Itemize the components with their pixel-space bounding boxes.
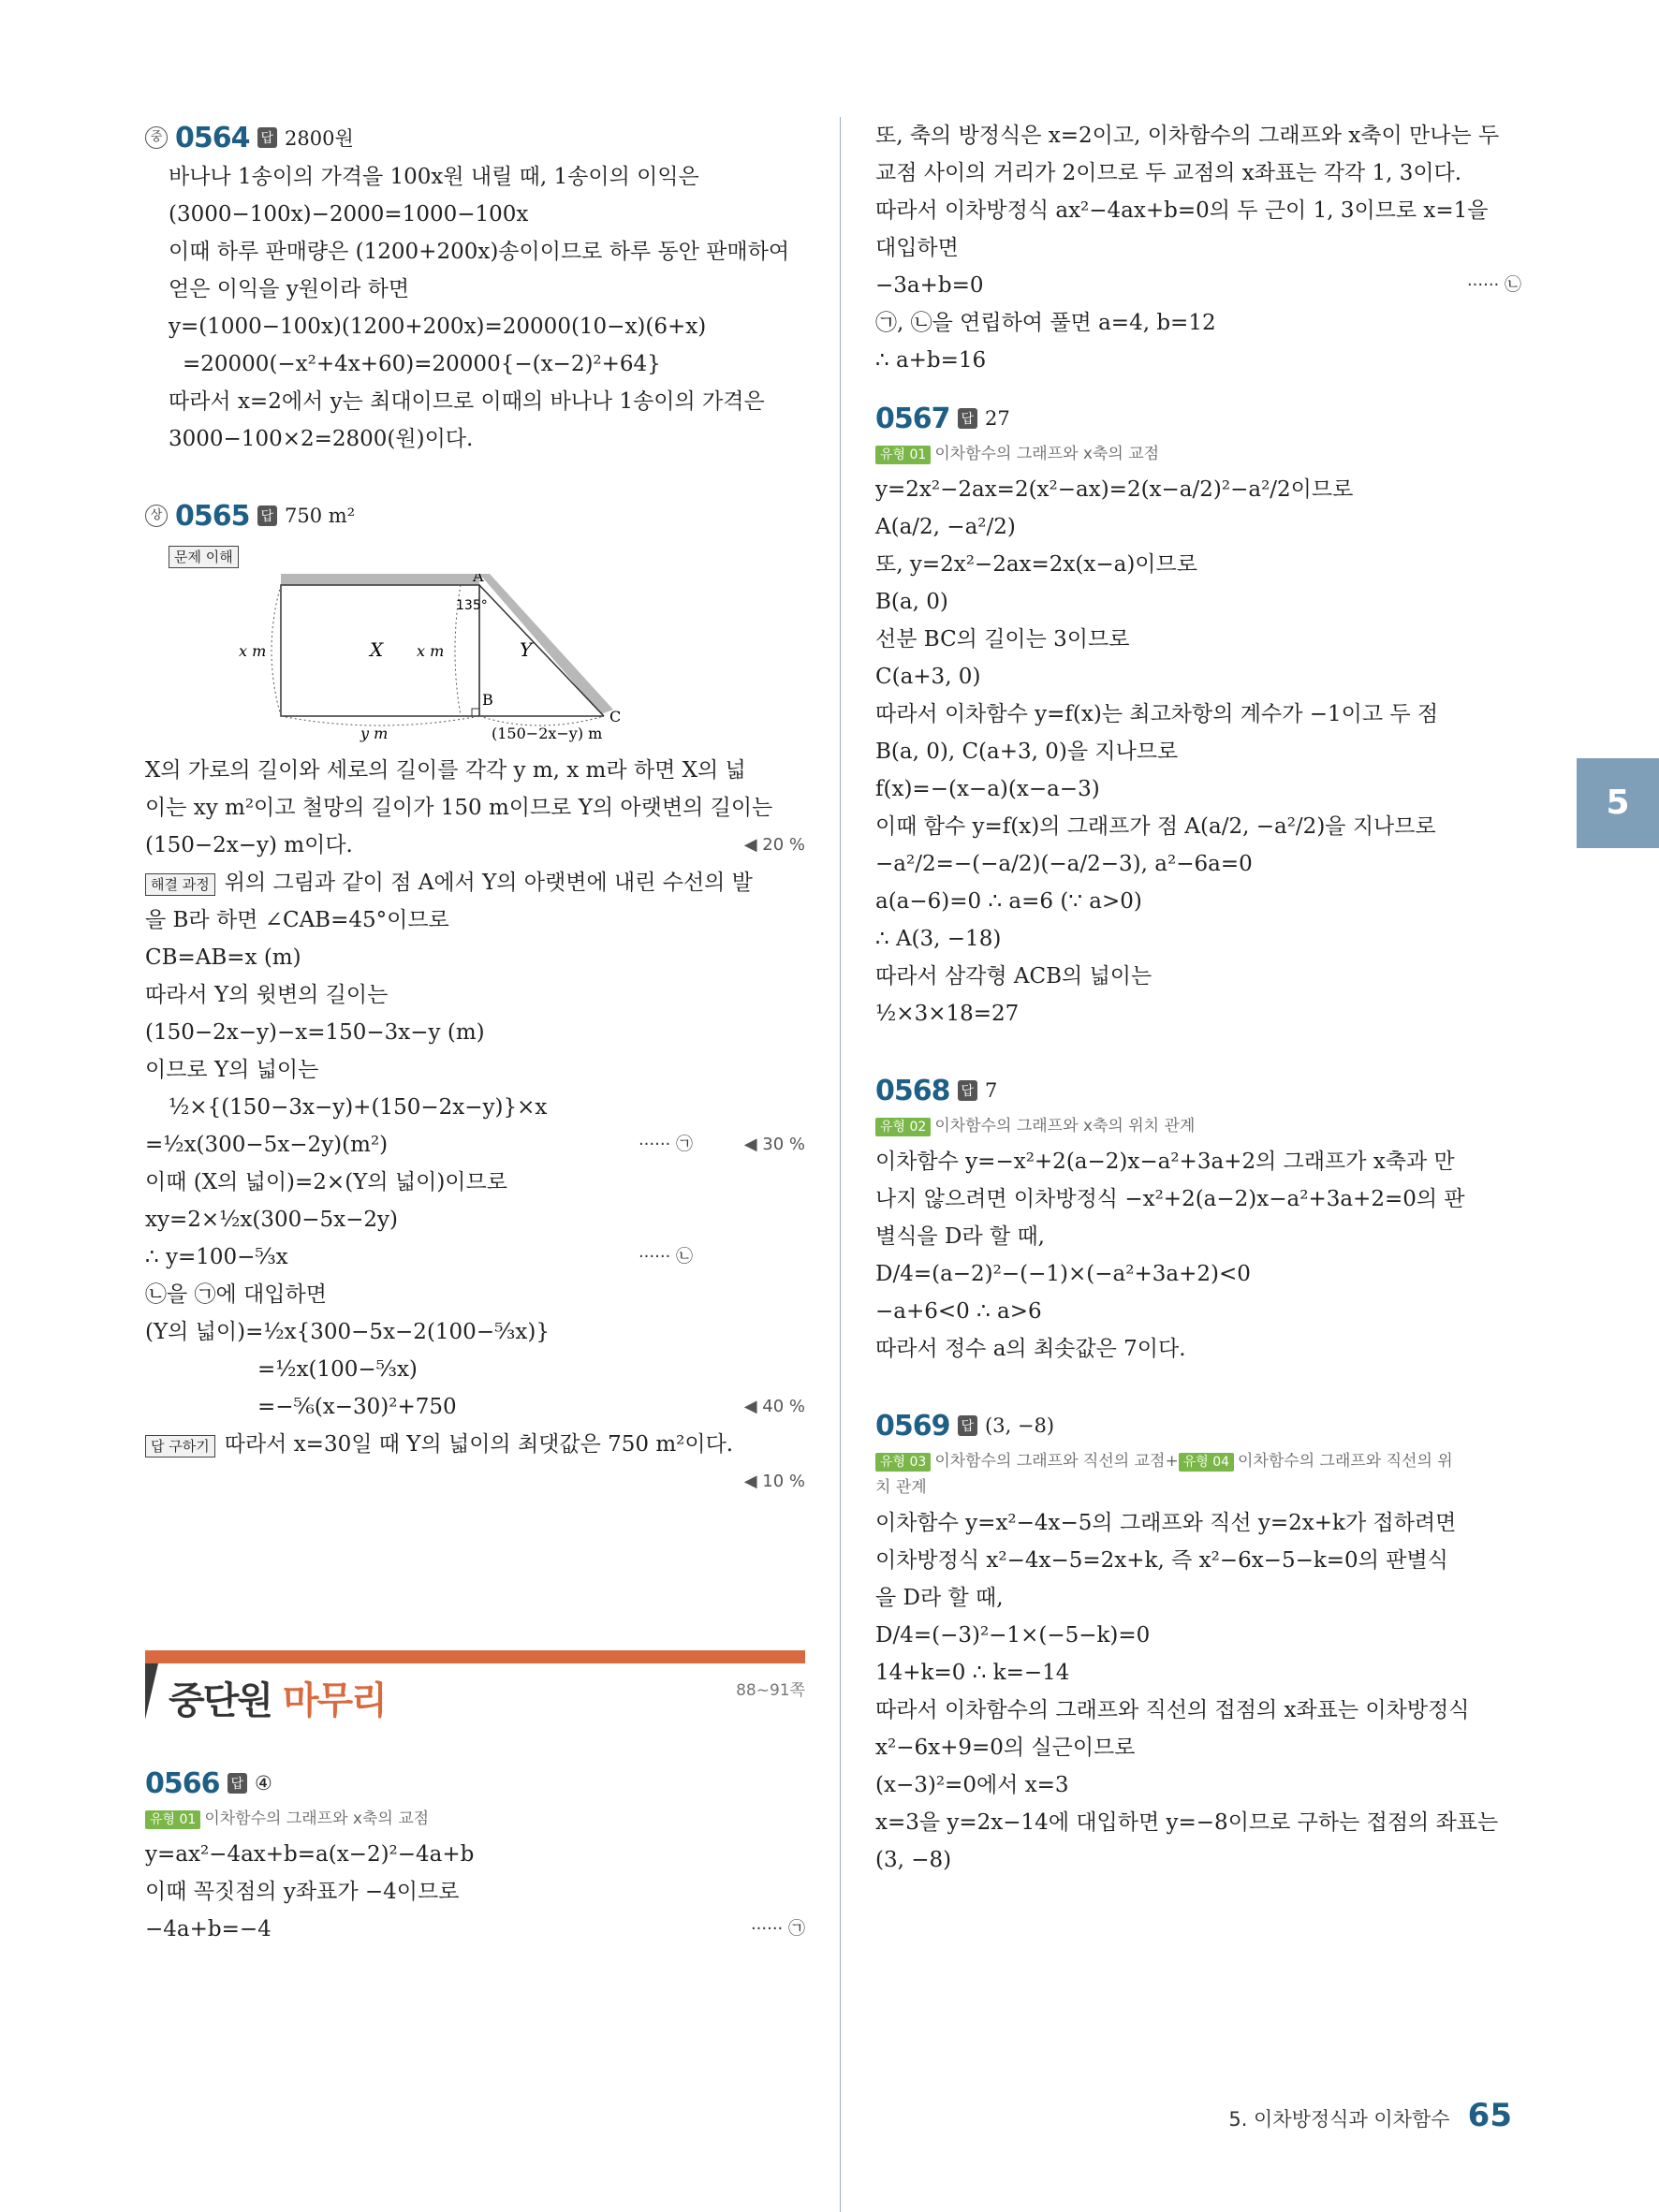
banner-title: 중단원 마무리 [169,1679,386,1722]
answer-value: 7 [985,1079,998,1102]
answer-value: ④ [255,1772,272,1795]
label-b: B [482,691,493,709]
problem-0567 [875,398,1521,1033]
section-banner [145,1650,805,1725]
type-line: 유형 03 이차함수의 그래프와 직선의 교점+ 유형 04 이차함수의 그래프와 직선의 위 치 관계 [875,1452,1453,1497]
problem-number: 0564 [175,121,250,154]
solution-line: 바나나 1송이의 가격을 100x원 내릴 때, 1송이의 이익은 [169,165,699,189]
problem-0566-continued [875,117,1521,379]
level-badge: 상 [145,505,168,527]
solution-line: −4a+b=−4 ······ ㉠ [145,1911,805,1948]
solution-line: D/4=(a−2)²−(−1)×(−a²+3a+2)<0 [875,1262,1251,1286]
solution-line: 3000−100×2=2800(원)이다. [169,427,474,451]
solution-line: f(x)=−(x−a)(x−a−3) [875,777,1100,801]
wall-slant [479,574,613,714]
solution-line: 이므로 Y의 넓이는 [145,1058,319,1082]
answer-value: 750 m² [285,505,356,527]
answer-badge: 답 [958,1415,978,1436]
problem-0569 [875,1405,1521,1879]
solution-line: B(a, 0), C(a+3, 0)을 지나므로 [875,740,1179,764]
solution-line: =½x(100−⁵⁄₃x) [257,1357,418,1382]
solution-line: ㉠, ㉡을 연립하여 풀면 a=4, b=12 [875,311,1216,335]
banner-pages: 88~91쪽 [736,1681,805,1700]
equation-mark: ······ ㉠ [638,1135,693,1154]
left-column [145,117,805,1985]
type-line: 유형 01 이차함수의 그래프와 x축의 교점 [145,1806,805,1832]
solution-line: 해결 과정 위의 그림과 같이 점 A에서 Y의 아랫변에 내린 수선의 발 [145,864,805,901]
solution-line: 답 구하기 따라서 x=30일 때 Y의 넓이의 최댓값은 750 m²이다. [145,1426,805,1463]
label-xm-mid: x m [417,642,445,660]
tag-process: 해결 과정 [145,873,215,896]
problem-0564 [145,117,805,458]
solution-line: y=ax²−4ax+b=a(x−2)²−4a+b [145,1842,475,1867]
solution-line: 따라서 Y의 윗변의 길이는 [145,983,389,1007]
solution-line: X의 가로의 길이와 세로의 길이를 각각 y m, x m라 하면 X의 넓 [145,758,746,783]
solution-line: =20000(−x²+4x+60)=20000{−(x−2)²+64} [183,352,661,376]
solution-line: ∴ A(3, −18) [875,927,1002,951]
solution-line: C(a+3, 0) [875,665,981,689]
problem-0565 [145,495,805,1501]
label-ym: y m [360,725,389,742]
solution-line [145,1463,805,1501]
equation-mark: ······ ㉡ [1466,275,1521,295]
problem-number: 0568 [875,1074,950,1107]
type-badge: 유형 01 [875,446,931,464]
answer-badge: 답 [257,505,278,526]
solution-line: 얻은 이익을 y원이라 하면 [169,277,410,301]
solution-line: 이때 (X의 넓이)=2×(Y의 넓이)이므로 [145,1170,507,1194]
label-a: A [473,574,484,585]
label-xm-left: x m [239,642,267,660]
score-percent: ◀ 40 % [743,1397,805,1416]
fence-diagram [239,574,726,742]
answer-value: 2800원 [285,127,354,150]
chapter-tab: 5 [1577,758,1659,848]
answer-value: 27 [985,407,1010,430]
solution-line: x=3을 y=2x−14에 대입하면 y=−8이므로 구하는 접점의 좌표는 [875,1810,1499,1835]
solution-line: −a²/2=−(−a/2)(−a/2−3), a²−6a=0 [875,852,1253,876]
solution-line: 또, 축의 방정식은 x=2이고, 이차함수의 그래프와 x축이 만나는 두 [875,124,1500,148]
solution-line: 따라서 이차함수 y=f(x)는 최고차항의 계수가 −1이고 두 점 [875,702,1439,726]
solution-line: ㉡을 ㉠에 대입하면 [145,1282,327,1307]
banner-bar [145,1650,805,1663]
answer-badge: 답 [257,127,278,148]
slant-line [479,585,604,716]
tag-understand: 문제 이해 [169,546,239,568]
type-line: 유형 01 이차함수의 그래프와 x축의 교점 [875,441,1521,467]
solution-line: y=2x²−2ax=2(x²−ax)=2(x−a/2)²−a²/2이므로 [875,477,1354,502]
solution-line: 이때 함수 y=f(x)의 그래프가 점 A(a/2, −a²/2)을 지나므로 [875,814,1436,839]
solution-line: x²−6x+9=0의 실근이므로 [875,1736,1136,1760]
solution-line: 따라서 x=2에서 y는 최대이므로 이때의 바나나 1송이의 가격은 [169,389,765,414]
solution-line: =−⁵⁄₆(x−30)²+750 ◀ 40 % [145,1388,805,1426]
label-bottom: (150−2x−y) m [492,725,603,742]
solution-line: 따라서 이차함수의 그래프와 직선의 접점의 x좌표는 이차방정식 [875,1698,1470,1722]
solution-line: B(a, 0) [875,590,948,614]
solution-line: 별식을 D라 할 때, [875,1224,1045,1249]
right-column [875,117,1521,1916]
solution-line: (3, −8) [875,1848,952,1872]
solution-line: (150−2x−y) m이다. ◀ 20 % [145,827,805,864]
solution-line: 또, y=2x²−2ax=2x(x−a)이므로 [875,552,1197,577]
solution-line: =½x(300−5x−2y)(m²) ······ ㉠ ◀ 30 % [145,1126,805,1164]
solution-line: (x−3)²=0에서 x=3 [875,1773,1069,1797]
label-angle: 135° [456,598,488,613]
type-badge: 유형 04 [1179,1453,1234,1472]
equation-mark: ······ ㉡ [638,1247,693,1267]
solution-line: y=(1000−100x)(1200+200x)=20000(10−x)(6+x) [169,315,707,339]
score-percent: ◀ 20 % [743,835,805,855]
label-region-x: X [370,638,384,661]
solution-line: 교점 사이의 거리가 2이므로 두 교점의 x좌표는 각각 1, 3이다. [875,161,1462,185]
tag-answer: 답 구하기 [145,1435,215,1458]
solution-line: 나지 않으려면 이차방정식 −x²+2(a−2)x−a²+3a+2=0의 판 [875,1187,1465,1211]
solution-line: 따라서 정수 a의 최솟값은 7이다. [875,1337,1186,1361]
answer-badge: 답 [228,1773,248,1794]
solution-line: 14+k=0 ∴ k=−14 [875,1661,1070,1685]
solution-line: ½×{(150−3x−y)+(150−2x−y)}×x [169,1095,548,1120]
answer-value: (3, −8) [985,1414,1055,1437]
solution-line: −a+6<0 ∴ a>6 [875,1299,1042,1324]
solution-line: 선분 BC의 길이는 3이므로 [875,627,1130,652]
dim-arc-left [272,585,281,716]
solution-line: 이때 하루 판매량은 (1200+200x)송이이므로 하루 동안 판매하여 [169,240,790,264]
page-number: 65 [1467,2097,1512,2134]
solution-line: −3a+b=0 ······ ㉡ [875,267,1521,304]
solution-line: 을 D라 할 때, [875,1586,1004,1610]
score-percent: ◀ 30 % [743,1135,805,1154]
type-badge: 유형 03 [875,1453,931,1472]
solution-line: 이차함수 y=x²−4x−5의 그래프와 직선 y=2x+k가 접하려면 [875,1511,1457,1535]
problem-number: 0565 [175,499,250,533]
answer-badge: 답 [958,408,978,429]
problem-number: 0567 [875,402,950,435]
solution-line: 을 B라 하면 ∠CAB=45°이므로 [145,908,449,932]
solution-line: 대입하면 [875,236,959,260]
problem-0566 [145,1763,805,1948]
solution-line: 따라서 삼각형 ACB의 넓이는 [875,964,1152,989]
problem-number: 0566 [145,1766,220,1800]
equation-mark: ······ ㉠ [750,1919,805,1939]
type-line: 유형 02 이차함수의 그래프와 x축의 위치 관계 [875,1113,1521,1139]
right-angle-mark [472,709,479,716]
solution-line: a(a−6)=0 ∴ a=6 (∵ a>0) [875,889,1142,914]
score-percent: ◀ 10 % [743,1472,805,1491]
solution-line: ∴ a+b=16 [875,348,987,373]
solution-line: A(a/2, −a²/2) [875,515,1016,539]
solution-line: (150−2x−y)−x=150−3x−y (m) [145,1020,485,1045]
solution-line: ∴ y=100−⁵⁄₃x ······ ㉡ [145,1238,805,1276]
solution-line: 따라서 이차방정식 ax²−4ax+b=0의 두 근이 1, 3이므로 x=1을 [875,198,1489,223]
solution-line: 이차함수 y=−x²+2(a−2)x−a²+3a+2의 그래프가 x축과 만 [875,1150,1455,1174]
label-c: C [609,708,622,725]
solution-line: xy=2×½x(300−5x−2y) [145,1208,399,1232]
solution-line: 이때 꼭짓점의 y좌표가 −4이므로 [145,1880,460,1904]
fence-diagram-svg [239,574,726,742]
banner-triangle [145,1663,158,1720]
solution-line: (Y의 넓이)=½x{300−5x−2(100−⁵⁄₃x)} [145,1320,550,1344]
type-badge: 유형 01 [145,1810,200,1829]
level-badge: 중 [145,126,168,149]
problem-number: 0569 [875,1409,950,1443]
page-footer [1228,2097,1512,2134]
answer-badge: 답 [958,1080,978,1101]
solution-line: D/4=(−3)²−1×(−5−k)=0 [875,1623,1151,1648]
wall-top [281,574,479,585]
solution-line: 이는 xy m²이고 철망의 길이가 150 m이므로 Y의 아랫변의 길이는 [145,796,773,820]
solution-line: (3000−100x)−2000=1000−100x [169,202,529,227]
label-region-y: Y [520,638,533,661]
problem-0568 [875,1070,1521,1368]
column-divider [840,117,841,2212]
solution-line: CB=AB=x (m) [145,945,301,970]
solution-line: 이차방정식 x²−4x−5=2x+k, 즉 x²−6x−5−k=0의 판별식 [875,1548,1448,1573]
type-badge: 유형 02 [875,1118,931,1136]
footer-chapter: 5. 이차방정식과 이차함수 [1228,2108,1450,2131]
solution-line: ½×3×18=27 [875,1002,1020,1026]
